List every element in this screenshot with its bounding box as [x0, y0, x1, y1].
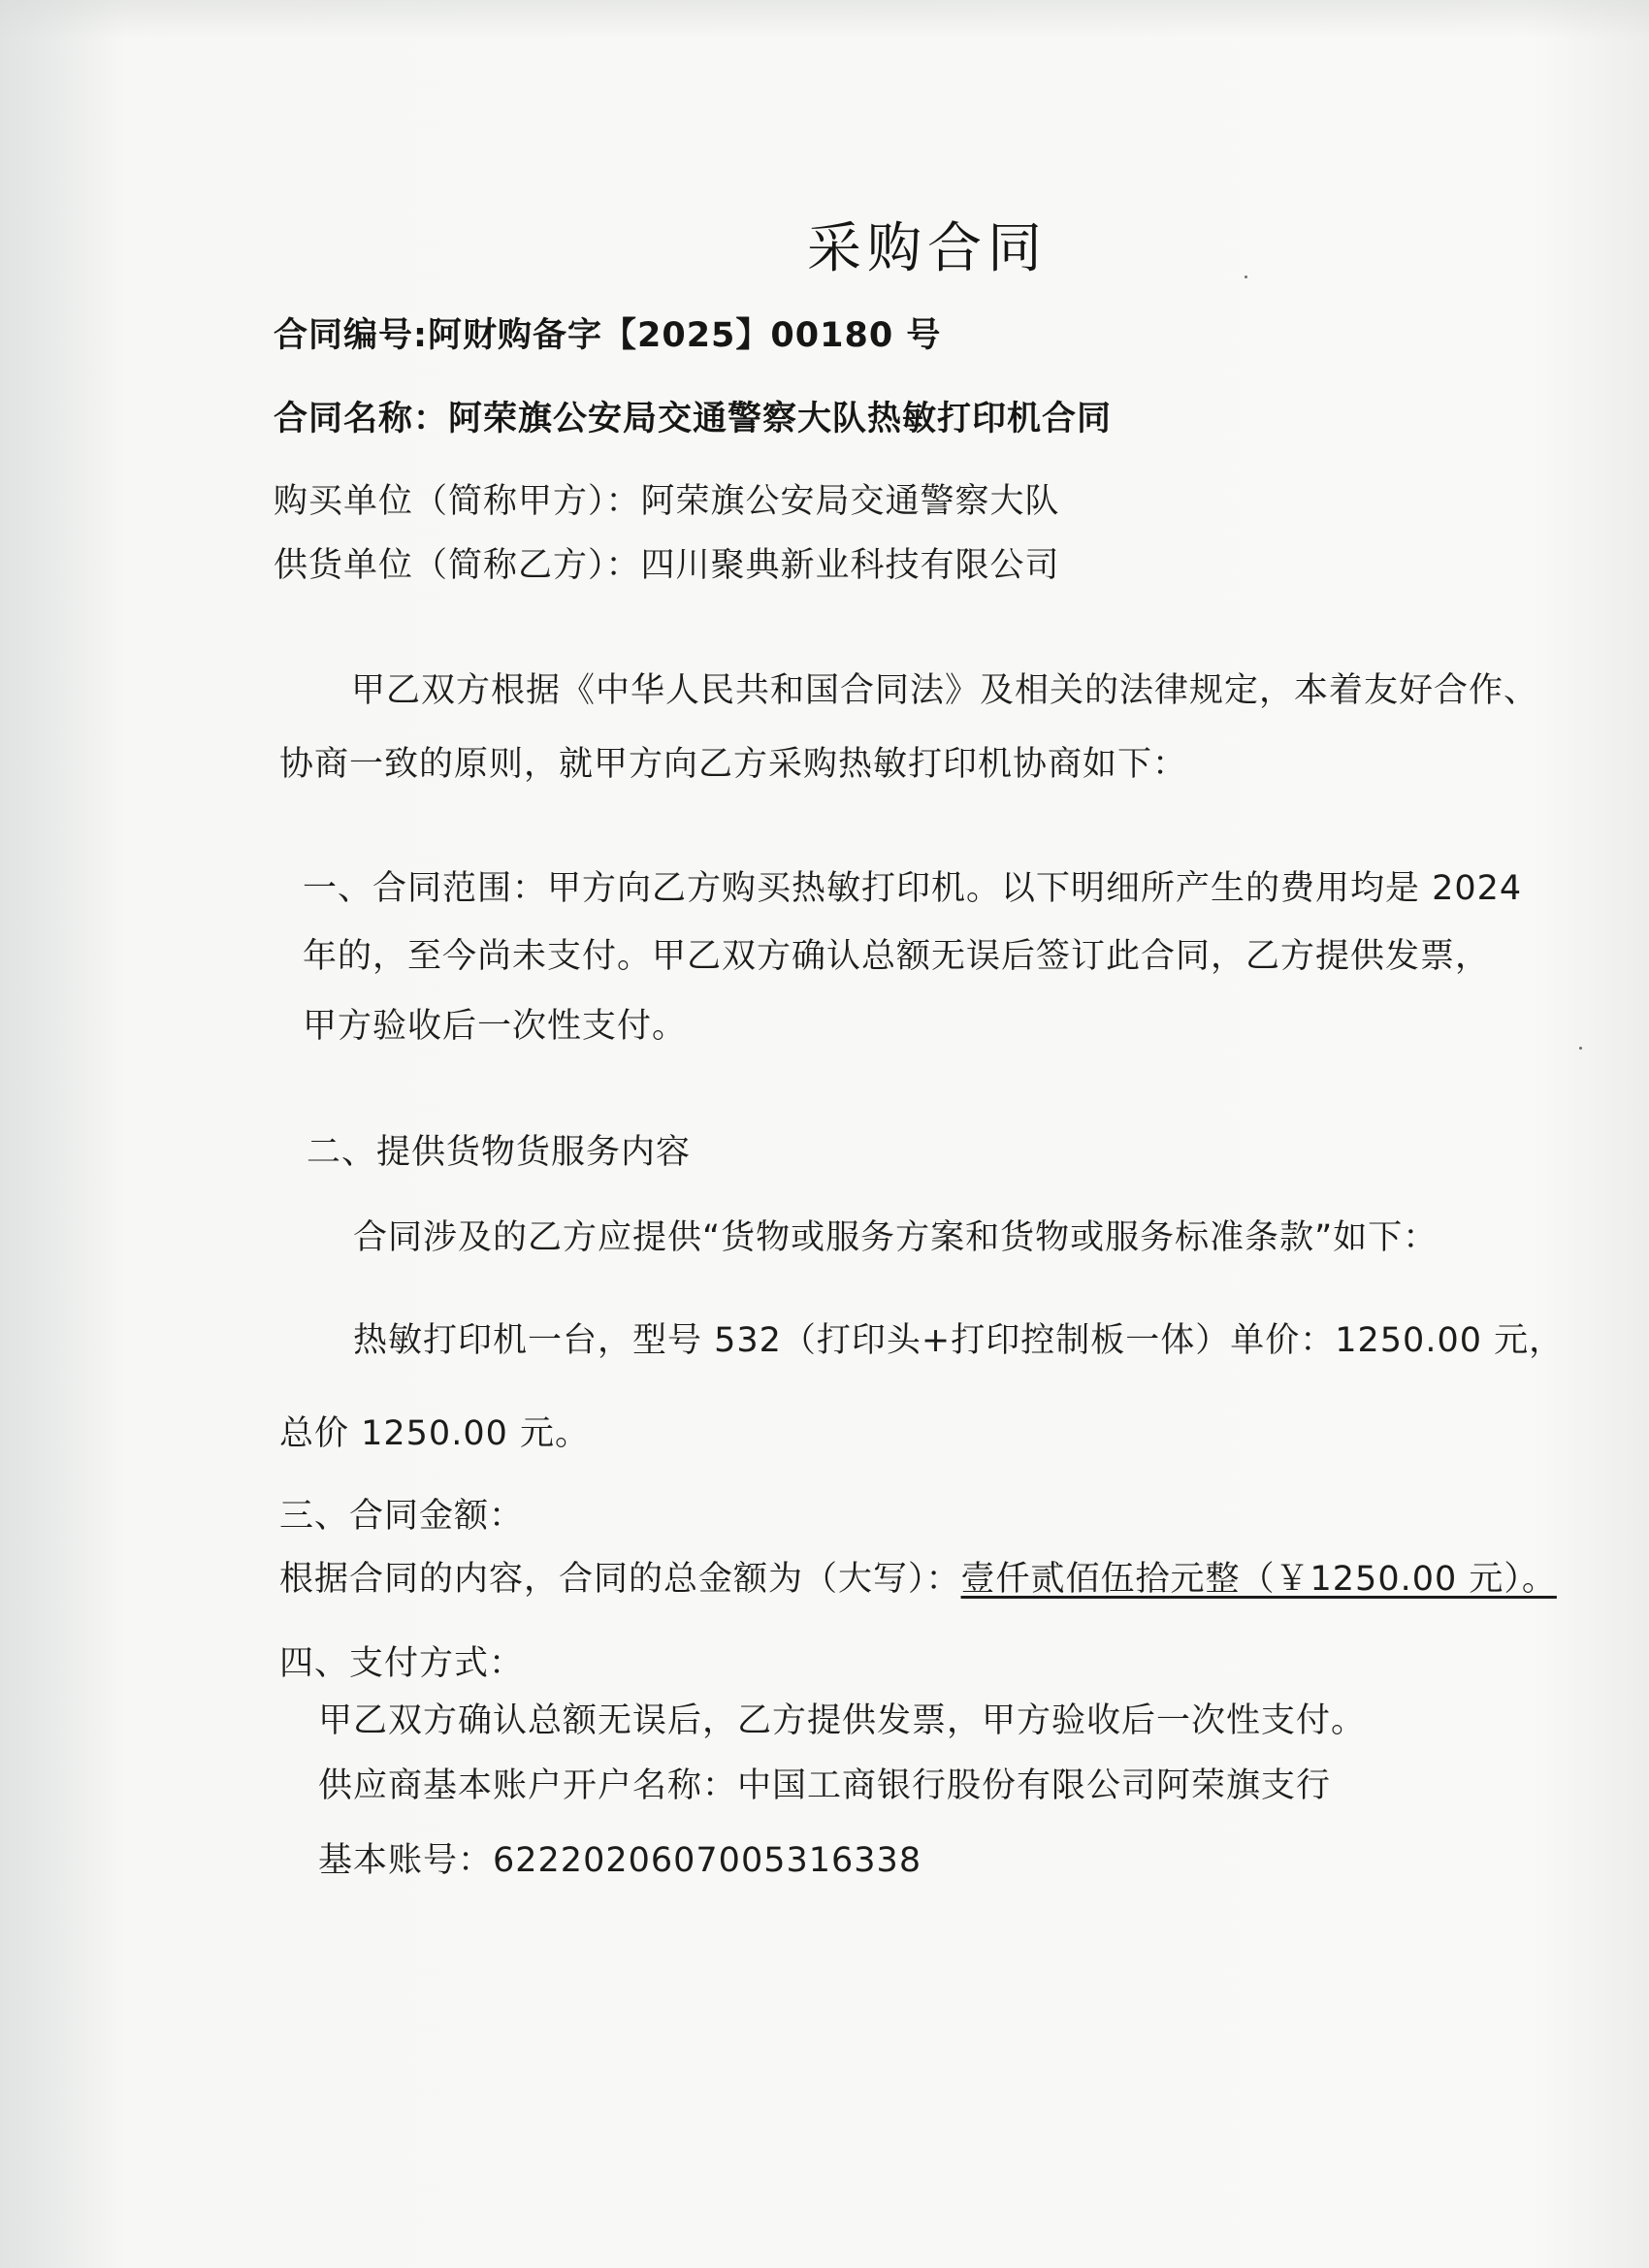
section2-heading: 二、提供货物货服务内容 [307, 1133, 692, 1172]
payment-terms-line: 甲乙双方确认总额无误后，乙方提供发票，甲方验收后一次性支付。 [318, 1701, 1367, 1740]
account-number-line: 基本账号：6222020607005316338 [318, 1841, 922, 1880]
section4-heading: 四、支付方式： [279, 1644, 525, 1683]
amount-prefix: 根据合同的内容，合同的总金额为（大写）： [279, 1560, 961, 1599]
scan-shadow-left [0, 0, 126, 2268]
account-name-line: 供应商基本账户开户名称：中国工商银行股份有限公司阿荣旗支行 [318, 1766, 1332, 1805]
section2-line-1: 合同涉及的乙方应提供“货物或服务方案和货物或服务标准条款”如下： [353, 1218, 1439, 1257]
document-title: 采购合同 [807, 217, 1048, 280]
scan-speck [1245, 275, 1247, 278]
section3-amount-line [279, 1552, 1557, 1601]
contract-name: 合同名称：阿荣旗公安局交通警察大队热敏打印机合同 [274, 400, 1113, 438]
contract-number: 合同编号:阿财购备字【2025】00180 号 [274, 316, 942, 355]
scan-shadow-top [0, 0, 1649, 39]
amount-in-words: 壹仟贰佰伍拾元整（￥1250.00 元）。 [960, 1560, 1557, 1599]
section1-line-3: 甲方验收后一次性支付。 [303, 1007, 688, 1046]
scan-speck [1579, 1047, 1582, 1050]
section3-heading: 三、合同金额： [279, 1497, 525, 1536]
section1-line-1: 一、合同范围：甲方向乙方购买热敏打印机。以下明细所产生的费用均是 2024 [303, 869, 1523, 908]
buyer-line: 购买单位（简称甲方）：阿荣旗公安局交通警察大队 [274, 482, 1060, 521]
supplier-line: 供货单位（简称乙方）：四川聚典新业科技有限公司 [274, 546, 1060, 585]
section1-line-2: 年的，至今尚未支付。甲乙双方确认总额无误后签订此合同，乙方提供发票， [303, 937, 1491, 976]
intro-line-1: 甲乙双方根据《中华人民共和国合同法》及相关的法律规定，本着友好合作、 [351, 671, 1539, 710]
section2-line-2: 热敏打印机一台，型号 532（打印头+打印控制板一体）单价：1250.00 元， [353, 1321, 1565, 1360]
section2-line-3: 总价 1250.00 元。 [279, 1414, 590, 1453]
intro-line-2: 协商一致的原则，就甲方向乙方采购热敏打印机协商如下： [279, 745, 1188, 784]
